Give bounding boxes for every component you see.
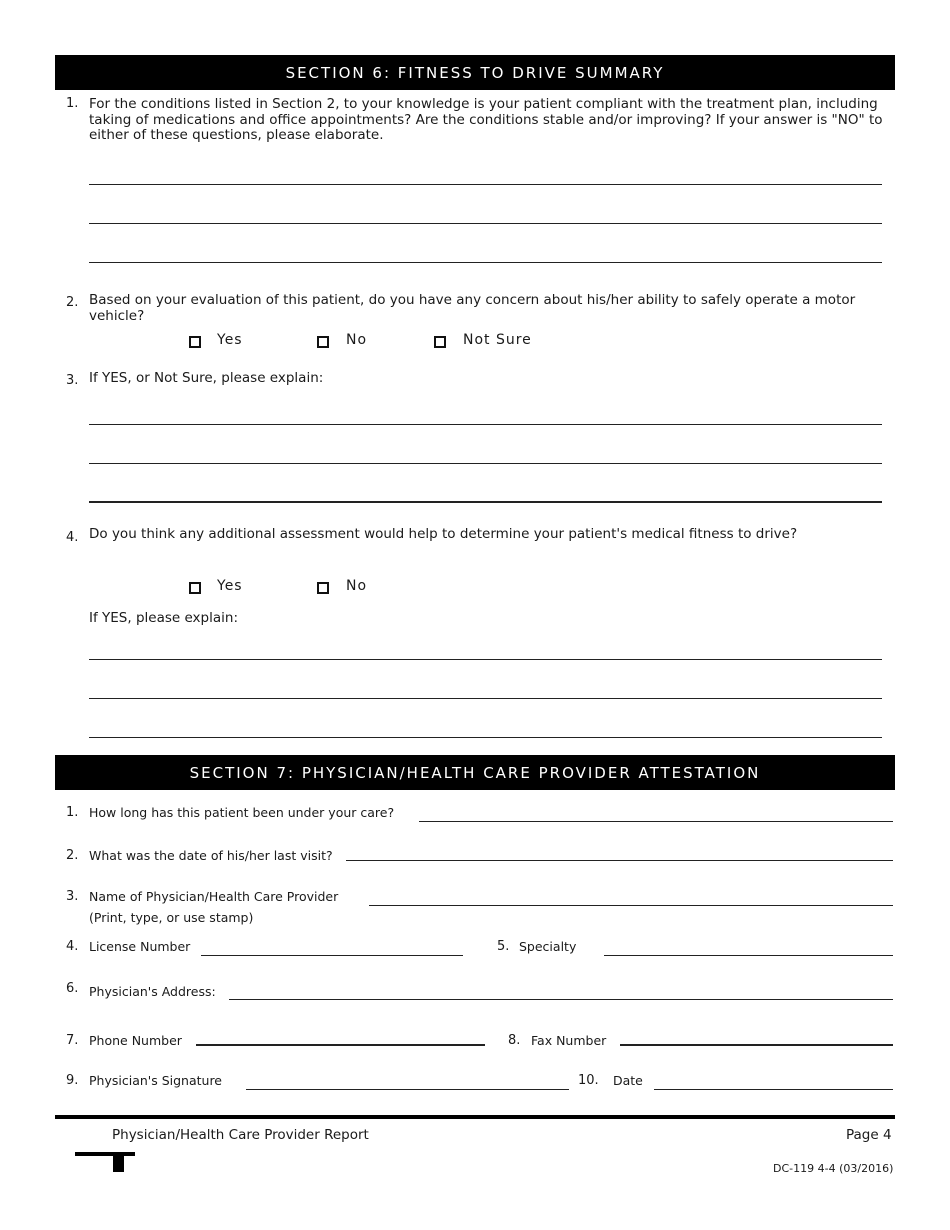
f4-label: License Number: [89, 939, 191, 954]
q4-no-label: No: [346, 578, 368, 594]
f6-number: 6.: [66, 981, 79, 996]
f1-number: 1.: [66, 805, 79, 820]
f7-label: Phone Number: [89, 1033, 182, 1048]
q4-answer-line-1[interactable]: [89, 659, 882, 660]
q3-text: If YES, or Not Sure, please explain:: [89, 370, 324, 386]
phone-number-field[interactable]: [196, 1044, 485, 1046]
q4-answer-line-2[interactable]: [89, 698, 882, 699]
f10-label: Date: [613, 1073, 643, 1088]
date-field[interactable]: [654, 1089, 893, 1090]
form-code: DC-119 4-4 (03/2016): [773, 1162, 894, 1175]
f7-number: 7.: [66, 1033, 79, 1048]
section6-header: [55, 55, 895, 90]
q3-answer-line-1[interactable]: [89, 424, 882, 425]
q4-number: 4.: [66, 530, 79, 545]
signature-field[interactable]: [246, 1089, 569, 1090]
q4-answer-line-3[interactable]: [89, 737, 882, 738]
q2-no-checkbox[interactable]: [317, 336, 329, 348]
q2-notsure-label: Not Sure: [463, 332, 532, 348]
footer-page-number: Page 4: [846, 1127, 892, 1143]
logo-mark-bar: [75, 1152, 135, 1156]
footer-report-title: Physician/Health Care Provider Report: [112, 1127, 369, 1143]
fax-number-field[interactable]: [620, 1044, 893, 1046]
q3-answer-line-3[interactable]: [89, 501, 882, 503]
section7-header: [55, 755, 895, 790]
f5-number: 5.: [497, 939, 510, 954]
q1-text: [89, 97, 894, 144]
f6-label: Physician's Address:: [89, 984, 216, 999]
q2-number: 2.: [66, 295, 79, 310]
last-visit-date-field[interactable]: [346, 860, 893, 861]
f5-label: Specialty: [519, 939, 577, 954]
f8-number: 8.: [508, 1033, 521, 1048]
q1-answer-line-3[interactable]: [89, 262, 882, 263]
f3-number: 3.: [66, 889, 79, 904]
q1-number: 1.: [66, 96, 79, 111]
q4-yes-checkbox[interactable]: [189, 582, 201, 594]
f2-label: What was the date of his/her last visit?: [89, 848, 333, 863]
q1-line2: taking of medications and office appointments? Are the conditions stable and/or improving? If your answer is "NO" to: [89, 111, 883, 128]
q4-explain-label: If YES, please explain:: [89, 610, 238, 626]
section7-title: SECTION 7: PHYSICIAN/HEALTH CARE PROVIDER ATTESTATION: [189, 763, 761, 782]
f3-sublabel: (Print, type, or use stamp): [89, 910, 254, 925]
q3-number: 3.: [66, 373, 79, 388]
f9-number: 9.: [66, 1073, 79, 1088]
license-number-field[interactable]: [201, 955, 463, 956]
q2-notsure-checkbox[interactable]: [434, 336, 446, 348]
q1-answer-line-1[interactable]: [89, 184, 882, 185]
specialty-field[interactable]: [604, 955, 893, 956]
q1-answer-line-2[interactable]: [89, 223, 882, 224]
section6-title: SECTION 6: FITNESS TO DRIVE SUMMARY: [285, 63, 665, 82]
q1-line1: For the conditions listed in Section 2, to your knowledge is your patient compliant with the treatment plan, including: [89, 96, 878, 112]
q4-no-checkbox[interactable]: [317, 582, 329, 594]
q2-text: [89, 293, 889, 324]
q2-no-label: No: [346, 332, 368, 348]
footer-divider: [55, 1115, 895, 1119]
f9-label: Physician's Signature: [89, 1073, 222, 1088]
q1-line3: either of these questions, please elaborate.: [89, 127, 384, 143]
f10-number: 10.: [578, 1073, 599, 1088]
f1-label: How long has this patient been under your care?: [89, 805, 395, 820]
f8-label: Fax Number: [531, 1033, 607, 1048]
q2-yes-checkbox[interactable]: [189, 336, 201, 348]
provider-name-field[interactable]: [369, 905, 893, 906]
q2-line2: vehicle?: [89, 307, 145, 324]
f3-label: Name of Physician/Health Care Provider: [89, 889, 339, 904]
q4-text: Do you think any additional assessment would help to determine your patient's medical fitness to drive?: [89, 526, 798, 542]
care-duration-field[interactable]: [419, 821, 893, 822]
q4-yes-label: Yes: [217, 578, 243, 594]
q2-line1: Based on your evaluation of this patient, do you have any concern about his/her ability to safely operate a motor: [89, 292, 856, 308]
q2-yes-label: Yes: [217, 332, 243, 348]
f4-number: 4.: [66, 939, 79, 954]
q3-answer-line-2[interactable]: [89, 463, 882, 464]
f2-number: 2.: [66, 848, 79, 863]
logo-mark-stem: [113, 1152, 124, 1172]
address-field[interactable]: [229, 999, 893, 1000]
